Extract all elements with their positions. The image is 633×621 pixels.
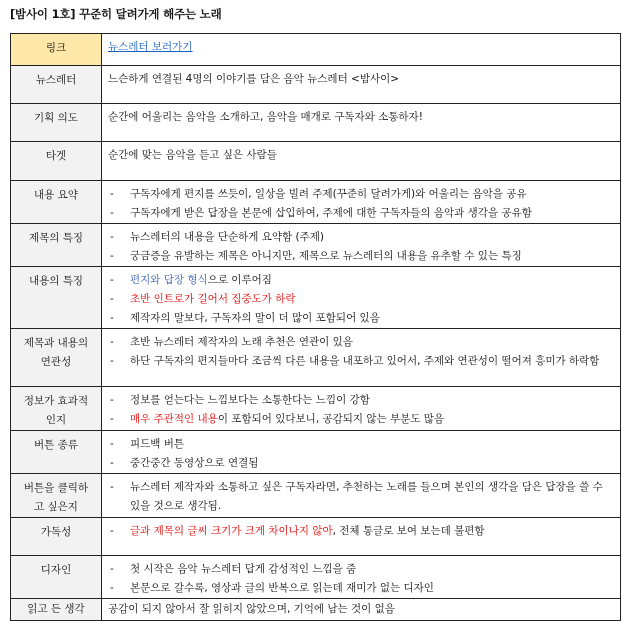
row-summary — [11, 181, 621, 224]
row-label-newsletter: 뉴스레터 — [11, 66, 102, 104]
bullet-text: 궁금증을 유발하는 제목은 아니지만, 제목으로 뉴스레터의 내용을 유추할 수 있는 특징 — [130, 250, 522, 262]
bullet-text: 첫 시작은 음악 뉴스레터 답게 감성적인 느낌을 줌 — [130, 563, 357, 575]
row-content-target: 순간에 맞는 음악을 듣고 싶은 사람들 — [102, 142, 621, 181]
row-label-intent: 기획 의도 — [11, 104, 102, 142]
label-line: 고 싶은지 — [34, 501, 78, 513]
label-line: 정보가 효과적 — [23, 395, 89, 407]
list-item: - 편지와 답장 형식으로 이루어짐 — [110, 274, 272, 286]
row-label-button-click — [11, 474, 102, 518]
row-content-button-types — [102, 431, 621, 474]
label-line: 버튼을 클릭하 — [23, 482, 89, 494]
row-content-effective — [102, 387, 621, 431]
bullet-text: 초반 뉴스레터 제작자의 노래 추천은 연관이 있음 — [130, 336, 353, 348]
list-item: - 하단 구독자의 편지들마다 조금씩 다른 내용을 내포하고 있어서, 주제와 연관성이 떨어져 흥미가 하락함 — [110, 355, 600, 367]
row-thoughts — [11, 599, 621, 621]
row-label-design: 디자인 — [11, 556, 102, 599]
highlight-blue-text: 편지와 답장 형식 — [130, 274, 208, 286]
list-item: - 초반 뉴스레터 제작자의 노래 추천은 연관이 있음 — [110, 336, 353, 348]
row-content-button-click — [102, 474, 621, 518]
newsletter-review-table — [10, 33, 621, 621]
row-target — [11, 142, 621, 181]
row-intent — [11, 104, 621, 142]
list-item: - 뉴스레터 제작자와 소통하고 싶은 구독자라면, 추천하는 노래를 들으며 본인의 생각을 담은 답장을 쓸 수 있을 것으로 생각됨. — [110, 481, 603, 512]
newsletter-link[interactable]: 뉴스레터 보러가기 — [108, 41, 193, 53]
row-label-summary: 내용 요약 — [11, 181, 102, 224]
row-content-readability — [102, 518, 621, 556]
row-label-target: 타겟 — [11, 142, 102, 181]
row-newsletter — [11, 66, 621, 104]
list-item: - 중간중간 동영상으로 연결됨 — [110, 457, 259, 469]
list-item: - 피드백 버튼 — [110, 438, 185, 450]
row-label-thoughts: 읽고 든 생각 — [11, 599, 102, 621]
bullet-text: 중간중간 동영상으로 연결됨 — [130, 457, 259, 469]
bullet-text: 뉴스레터 제작자와 소통하고 싶은 구독자라면, 추천하는 노래를 들으며 본인의 생각을 담은 답장을 쓸 수 있을 것으로 생각됨. — [130, 481, 603, 512]
list-item: - 매우 주관적인 내용이 포함되어 있다보니, 공감되지 않는 부분도 많음 — [110, 413, 445, 425]
row-content-design — [102, 556, 621, 599]
highlight-red-text: 매우 주관적인 내용 — [130, 413, 218, 425]
row-content-intent: 순간에 어울리는 음악을 소개하고, 음악을 매개로 구독자와 소통하자! — [102, 104, 621, 142]
bullet-text: 피드백 버튼 — [130, 438, 185, 450]
list-item: - 궁금증을 유발하는 제목은 아니지만, 제목으로 뉴스레터의 내용을 유추할 수 있는 특징 — [110, 250, 522, 262]
row-design — [11, 556, 621, 599]
row-label-button-types: 버튼 종류 — [11, 431, 102, 474]
label-line: 제목과 내용의 — [23, 337, 89, 349]
document-title: [밤사이 1호] 꾸준히 달려가게 해주는 노래 — [10, 7, 222, 21]
row-content-thoughts: 공감이 되지 않아서 잘 읽히지 않았으며, 기억에 남는 것이 없음 — [102, 599, 621, 621]
row-content-features — [11, 267, 621, 329]
label-line: 인지 — [45, 414, 67, 426]
highlight-red-text: 글과 제목의 글씨 크기가 크게 차이나지 않아 — [130, 525, 333, 537]
bullet-text: 이 포함되어 있다보니, 공감되지 않는 부분도 많음 — [217, 413, 445, 425]
list-item: - 초반 인트로가 길어서 집중도가 하락 — [110, 293, 296, 305]
bullet-text: 제작자의 말보다, 구독자의 말이 더 많이 포함되어 있음 — [130, 312, 380, 324]
row-button-click — [11, 474, 621, 518]
list-item: - 본문으로 갈수록, 영상과 글의 반복으로 읽는데 재미가 없는 디자인 — [110, 582, 434, 594]
row-link — [11, 34, 621, 66]
list-item: - 첫 시작은 음악 뉴스레터 답게 감성적인 느낌을 줌 — [110, 563, 357, 575]
list-item: - 구독자에게 받은 답장을 본문에 삽입하여, 주제에 대한 구독자들의 음악과 생각을 공유함 — [110, 207, 532, 219]
row-content-newsletter: 느슨하게 연결된 4명의 이야기를 담은 음악 뉴스레터 <밤사이> — [102, 66, 621, 104]
row-label-title-features: 제목의 특징 — [11, 224, 102, 267]
list-item: - 글과 제목의 글씨 크기가 크게 차이나지 않아, 전체 통글로 보여 보는데 불편함 — [110, 525, 485, 537]
row-label-relevance — [11, 329, 102, 387]
bullet-text: 정보를 얻는다는 느낌보다는 소통한다는 느낌이 강함 — [130, 394, 370, 406]
bullet-text: 본문으로 갈수록, 영상과 글의 반복으로 읽는데 재미가 없는 디자인 — [130, 582, 434, 594]
row-content-relevance — [102, 329, 621, 387]
list-item: - 정보를 얻는다는 느낌보다는 소통한다는 느낌이 강함 — [110, 394, 370, 406]
row-relevance — [11, 329, 621, 387]
row-content-content-features — [102, 267, 621, 329]
row-effective — [11, 387, 621, 431]
bullet-text: 으로 이루어짐 — [207, 274, 272, 286]
row-label-readability: 가독성 — [11, 518, 102, 556]
row-content-summary — [102, 181, 621, 224]
bullet-text: 뉴스레터의 내용을 단순하게 요약함 (주제) — [130, 231, 324, 243]
row-content-title-features — [102, 224, 621, 267]
label-line: 연관성 — [40, 356, 72, 368]
row-button-types — [11, 431, 621, 474]
list-item: - 뉴스레터의 내용을 단순하게 요약함 (주제) — [110, 231, 324, 243]
bullet-text: , 전체 통글로 보여 보는데 불편함 — [332, 525, 485, 537]
bullet-text: 하단 구독자의 편지들마다 조금씩 다른 내용을 내포하고 있어서, 주제와 연관성이 떨어져 흥미가 하락함 — [130, 355, 600, 367]
row-content-link — [102, 34, 621, 66]
highlight-red-text: 초반 인트로가 길어서 집중도가 하락 — [130, 293, 296, 305]
row-label-link: 링크 — [11, 34, 102, 66]
list-item: - 구독자에게 편지를 쓰듯이, 일상을 빌려 주제(꾸준히 달려가게)와 어울리는 음악을 공유 — [110, 188, 527, 200]
row-label-content-features: 내용의 특징 — [11, 267, 102, 329]
row-title-features — [11, 224, 621, 267]
list-item: - 제작자의 말보다, 구독자의 말이 더 많이 포함되어 있음 — [110, 312, 380, 324]
row-readability — [11, 518, 621, 556]
bullet-text: 구독자에게 편지를 쓰듯이, 일상을 빌려 주제(꾸준히 달려가게)와 어울리는 음악을 공유 — [130, 188, 527, 200]
bullet-text: 구독자에게 받은 답장을 본문에 삽입하여, 주제에 대한 구독자들의 음악과 생각을 공유함 — [130, 207, 532, 219]
row-label-effective — [11, 387, 102, 431]
